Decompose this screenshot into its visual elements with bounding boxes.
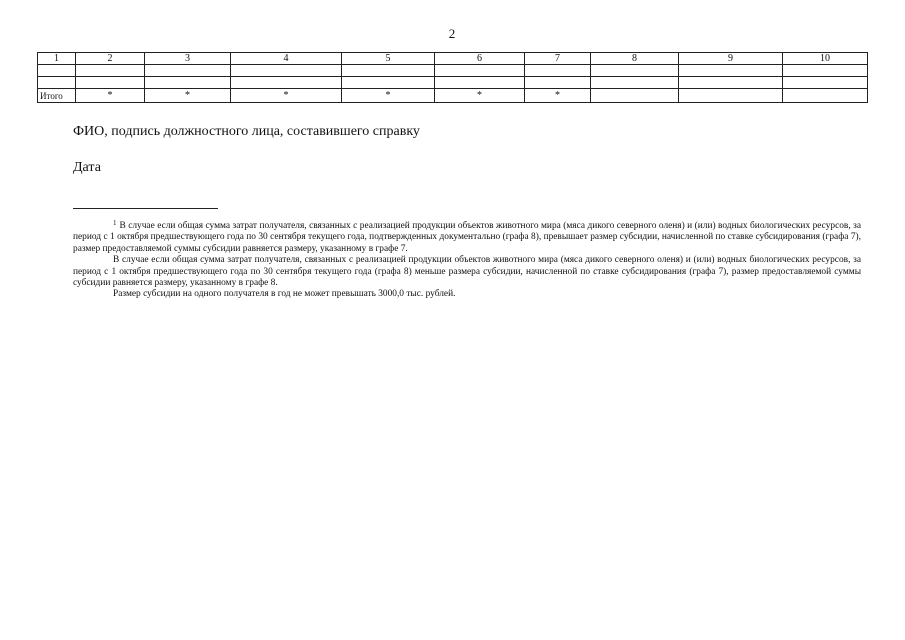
table-cell [783, 77, 868, 89]
table-row [38, 77, 868, 89]
page-number: 2 [448, 26, 456, 41]
table-header-cell: 4 [231, 53, 342, 65]
table-header-cell: 3 [145, 53, 231, 65]
table-cell [679, 77, 783, 89]
table-header-cell: 7 [525, 53, 591, 65]
table-cell [76, 77, 145, 89]
table-cell [591, 65, 679, 77]
data-table [37, 52, 868, 103]
footnote-paragraph [73, 221, 861, 255]
total-label: Итого [38, 89, 76, 103]
table-cell [435, 65, 525, 77]
table-cell [342, 65, 435, 77]
table-cell [591, 89, 679, 103]
table-header-cell: 6 [435, 53, 525, 65]
table-header-cell: 1 [38, 53, 76, 65]
table-cell [591, 77, 679, 89]
footnote-paragraph [73, 289, 861, 300]
table-header-cell: 10 [783, 53, 868, 65]
table-cell [38, 77, 76, 89]
table-cell [525, 65, 591, 77]
footnote-text: Размер субсидии на одного получателя в год не может превышать 3000,0 тыс. рублей. [113, 289, 456, 300]
table-cell: * [342, 89, 435, 103]
table-header-cell: 8 [591, 53, 679, 65]
table-header-row [38, 53, 868, 65]
table-cell: * [525, 89, 591, 103]
table-cell [231, 65, 342, 77]
table-header-cell: 9 [679, 53, 783, 65]
table-cell [342, 77, 435, 89]
footnote-paragraph [73, 255, 861, 289]
footnote-text: В случае если общая сумма затрат получателя, связанных с реализацией продукции объектов животного мира (мяса дикого северного оленя) и (или) водных биологических ресурсов, за период с 1 октября предшествующего года по 30 сентября текущего года (графа 8) меньше размера субсидии, начисленной по ставке субсидирования (графа 7), размер предоставляемой суммы субсидии равняется размеру, указанному в графе 8. [73, 255, 861, 289]
signature-caption: ФИО, подпись должностного лица, составившего справку [73, 124, 420, 139]
footnotes [73, 221, 861, 301]
table-total-row [38, 89, 868, 103]
table-row [38, 65, 868, 77]
date-caption: Дата [73, 160, 101, 175]
table-cell [38, 65, 76, 77]
table-cell [76, 65, 145, 77]
table-cell: * [76, 89, 145, 103]
table-cell [231, 77, 342, 89]
table-cell: * [145, 89, 231, 103]
table-cell [783, 89, 868, 103]
table-cell [525, 77, 591, 89]
table-cell [145, 65, 231, 77]
table-cell: * [435, 89, 525, 103]
table-cell [145, 77, 231, 89]
table-cell [783, 65, 868, 77]
footnote-marker: 1 [113, 219, 117, 227]
table-cell [435, 77, 525, 89]
table-cell [679, 89, 783, 103]
table-header-cell: 5 [342, 53, 435, 65]
table-header-cell: 2 [76, 53, 145, 65]
footnote-divider [73, 208, 218, 209]
footnote-text: В случае если общая сумма затрат получателя, связанных с реализацией продукции объектов животного мира (мяса дикого северного оленя) и (или) водных биологических ресурсов, за период с 1 октября предшествующего года по 30 сентября текущего года, подтвержденных документально (графа 8), превышает размер субсидии, начисленной по ставке субсидирования (графа 7), размер предоставляемой суммы субсидии равняется размеру, указанному в графе 7. [73, 221, 861, 254]
table-cell: * [231, 89, 342, 103]
table-cell [679, 65, 783, 77]
